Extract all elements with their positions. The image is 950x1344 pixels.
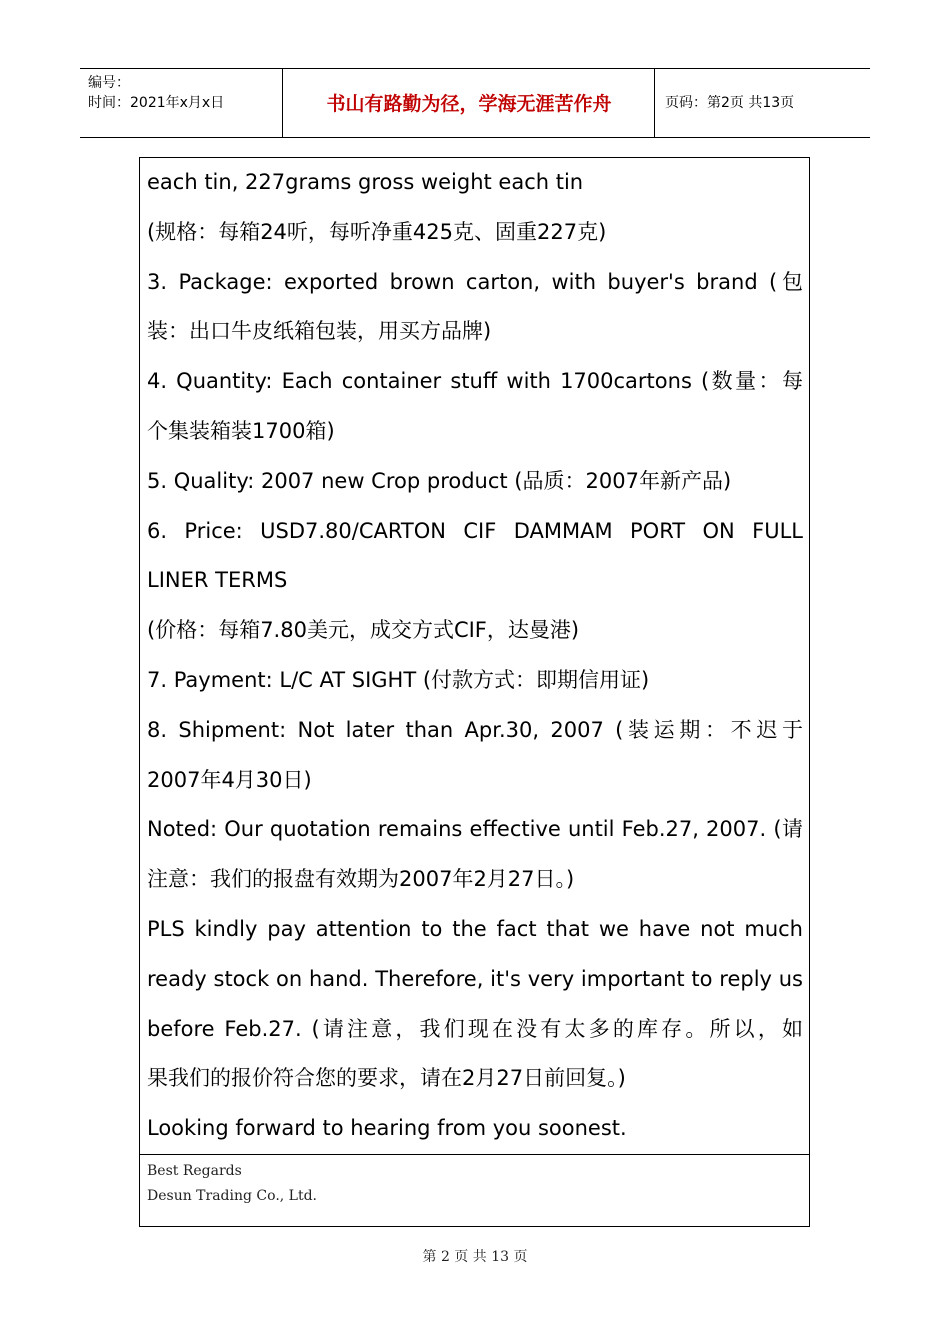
body-line: 个集装箱装1700箱) <box>147 418 335 443</box>
body-line: PLS kindly pay attention to the fact that we have not much <box>147 916 803 941</box>
body-line: ready stock on hand. Therefore, it's very important to reply us <box>147 966 803 991</box>
signature-block <box>147 1159 317 1209</box>
signature-regards: Best Regards <box>147 1163 242 1179</box>
header-meta <box>88 73 224 113</box>
page-footer: 第 2 页 共 13 页 <box>422 1249 528 1265</box>
body-line: Looking forward to hearing from you soonest. <box>147 1116 627 1141</box>
body-line: (规格：每箱24听，每听净重425克、固重227克) <box>147 219 607 244</box>
body-line: 2007年4月30日) <box>147 767 312 792</box>
body-line: 8. Shipment: Not later than Apr.30, 2007 (装运期：不迟于 <box>147 717 803 742</box>
body-line: each tin, 227grams gross weight each tin <box>147 170 584 194</box>
body-line: 果我们的报价符合您的要求，请在2月27日前回复。) <box>147 1066 626 1091</box>
header-page-info: 页码：第2页 共13页 <box>665 95 795 111</box>
page-header <box>80 68 870 138</box>
body-line: 装：出口牛皮纸箱包装，用买方品牌) <box>147 319 492 344</box>
body-line: (价格：每箱7.80美元，成交方式CIF，达曼港) <box>147 618 580 643</box>
body-line: Noted: Our quotation remains effective until Feb.27, 2007. (请 <box>147 817 803 842</box>
signature-divider <box>139 1154 810 1155</box>
body-line: 注意：我们的报盘有效期为2007年2月27日。) <box>147 867 575 892</box>
body-line: LINER TERMS <box>147 568 288 593</box>
body-line: 5. Quality: 2007 new Crop product (品质：2007年新产品) <box>147 468 732 493</box>
body-line: before Feb.27. (请注意，我们现在没有太多的库存。所以，如 <box>147 1016 803 1041</box>
letter-body <box>147 158 803 1154</box>
signature-company: Desun Trading Co., Ltd. <box>147 1188 318 1204</box>
header-motto: 书山有路勤为径，学海无涯苦作舟 <box>326 93 612 115</box>
body-line: 3. Package: exported brown carton, with buyer's brand (包 <box>147 269 803 294</box>
body-line: 6. Price: USD7.80/CARTON CIF DAMMAM PORT ON FULL <box>147 518 803 543</box>
document-time-label: 时间：2021年x月x日 <box>88 95 225 111</box>
body-line: 4. Quantity: Each container stuff with 1700cartons (数量：每 <box>147 369 803 394</box>
body-line: 7. Payment: L/C AT SIGHT (付款方式：即期信用证) <box>147 667 650 692</box>
document-number-label: 编号： <box>88 75 130 91</box>
